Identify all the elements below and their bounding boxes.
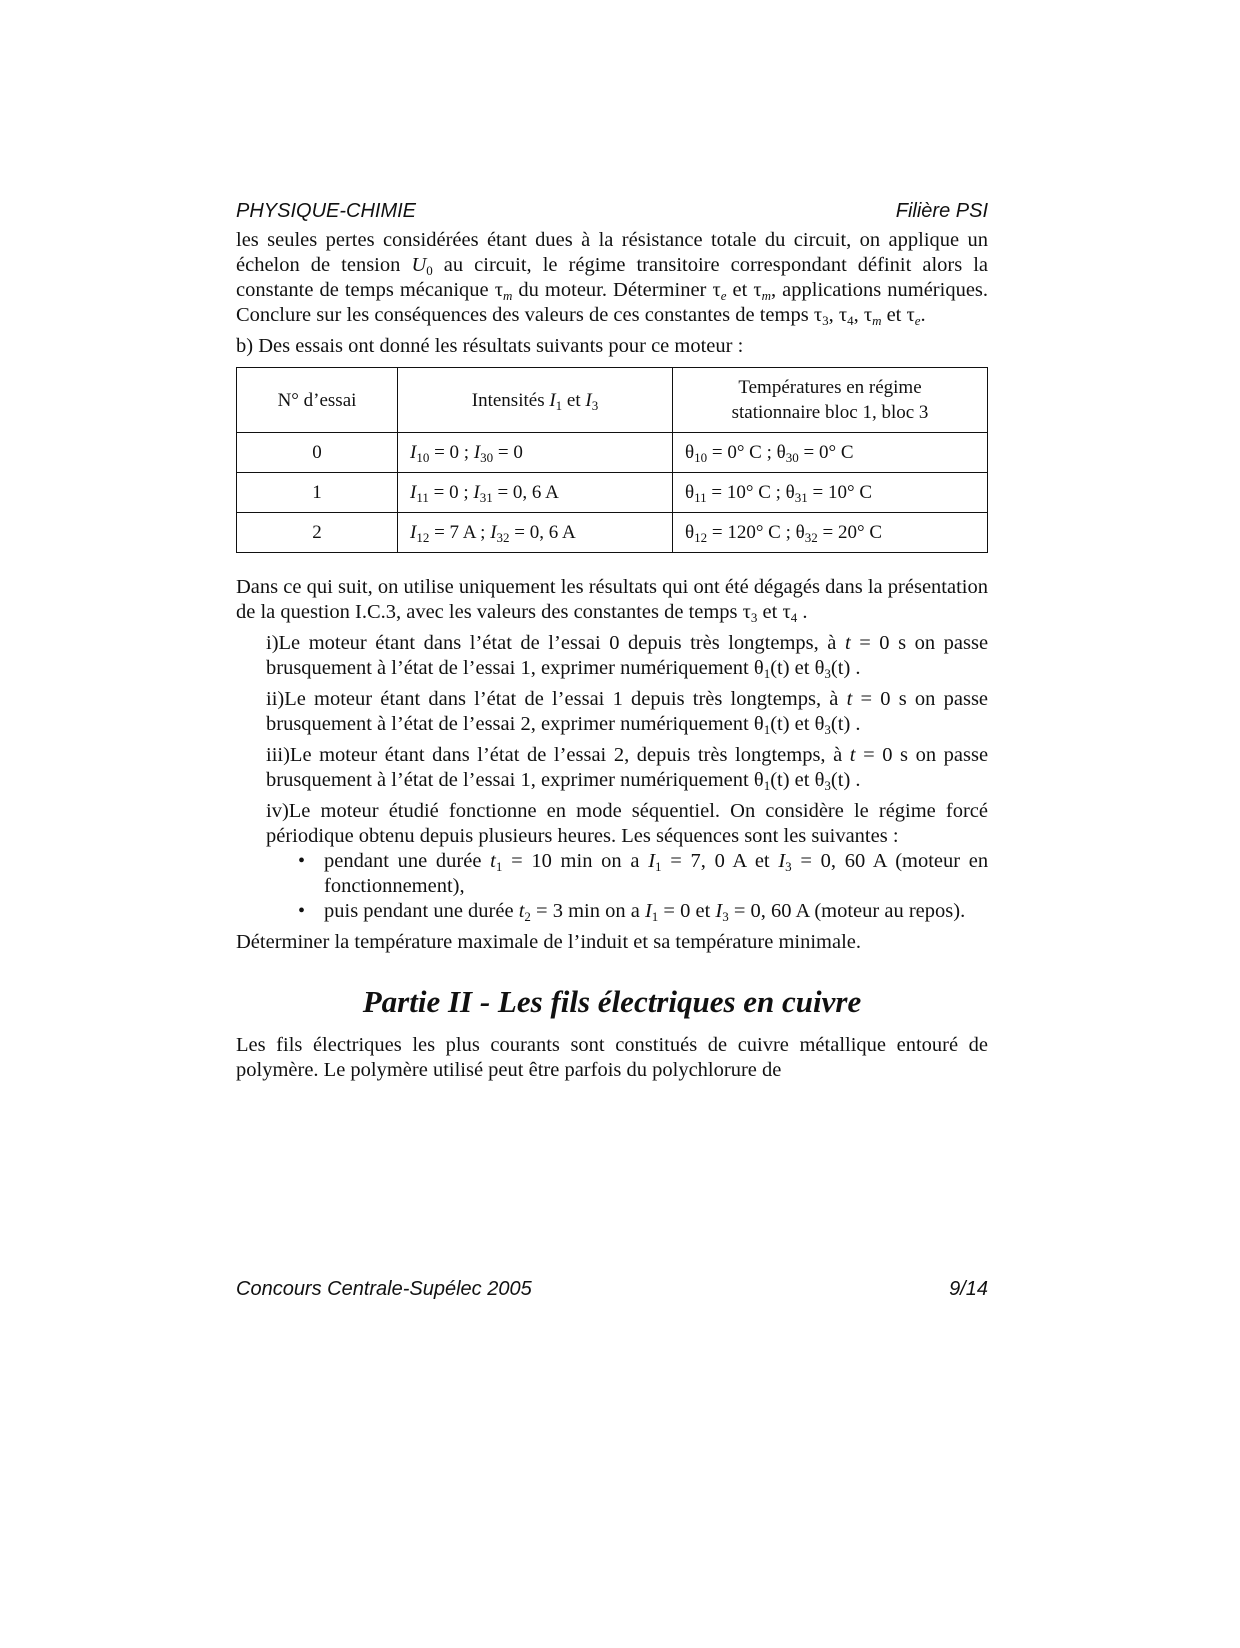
item-label: i) <box>266 632 279 654</box>
sub: 32 <box>496 530 510 545</box>
value: = 0, 6 A <box>497 482 559 503</box>
item-label: iv) <box>266 800 289 822</box>
item-text: depuis très longtemps, à <box>631 688 839 710</box>
sub: 4 <box>847 313 854 328</box>
value: = 10° C <box>711 482 771 503</box>
footer-exam: Concours Centrale-Supélec 2005 <box>236 1278 532 1300</box>
paragraph-2 <box>236 575 988 625</box>
intro-text-4: , applications numériques. Conclure sur les conséquences des valeurs de ces constantes de temps <box>236 279 989 326</box>
sub: 1 <box>655 859 662 874</box>
var-I: I <box>715 900 723 922</box>
table-header-row <box>237 368 988 433</box>
arg-t: (t) <box>830 769 851 791</box>
question-b: b) Des essais ont donné les résultats suivants pour ce moteur : <box>236 335 744 357</box>
cell-temperatures <box>673 513 988 553</box>
value: = 0, 60 A <box>733 900 810 922</box>
cell-temperatures <box>673 433 988 473</box>
page-header <box>236 200 988 228</box>
sub: m <box>872 313 882 328</box>
item-text: depuis très longtemps, à <box>628 632 837 654</box>
col-header-essai: N° d’essai <box>237 368 398 433</box>
tau: τ <box>863 304 873 326</box>
separator: ; <box>766 442 772 463</box>
cell-temperatures <box>673 473 988 513</box>
word-et: et <box>794 769 810 791</box>
header-line-2: stationnaire bloc 1, bloc 3 <box>731 402 929 423</box>
item-text: (moteur au repos). <box>814 900 966 922</box>
table-row <box>237 433 988 473</box>
tau: τ <box>494 279 503 301</box>
sub: 3 <box>824 778 831 793</box>
separator: ; <box>463 482 469 503</box>
theta: θ <box>685 442 695 463</box>
sub: 3 <box>722 909 729 924</box>
sequence-list <box>266 849 988 924</box>
tau: τ <box>712 279 721 301</box>
sub: 10 <box>694 450 708 465</box>
item-text: on a <box>605 900 640 922</box>
word-et: et <box>695 900 711 922</box>
separator: ; <box>480 522 486 543</box>
sub: m <box>761 288 771 303</box>
value: = 10° C <box>812 482 873 503</box>
separator: ; <box>463 442 470 463</box>
sub: 3 <box>785 859 792 874</box>
item-iv <box>236 799 988 924</box>
period: . <box>855 713 861 735</box>
value: = 7, 0 A <box>670 850 747 872</box>
item-text: Le moteur étant dans l’état de l’essai <box>289 744 607 766</box>
tau: τ <box>782 601 791 623</box>
sub: 1 <box>763 722 771 737</box>
essai-number: 1 <box>520 769 531 791</box>
period: . <box>855 657 861 679</box>
var-I: I <box>490 522 497 543</box>
value: = 20° C <box>822 522 882 543</box>
sub: 12 <box>694 530 708 545</box>
sub: 30 <box>480 450 494 465</box>
var-I: I <box>473 482 480 503</box>
arg-t: (t) <box>830 657 851 679</box>
item-text: on a <box>601 850 640 872</box>
sub: 0 <box>426 263 433 278</box>
var-I: I <box>410 442 417 463</box>
col-header-temperatures <box>673 368 988 433</box>
arg-t: (t) <box>770 657 790 679</box>
cell-essai: 2 <box>237 513 398 553</box>
intro-text-2: au circuit, le régime transitoire correspondant définit alors la constante de temps mécanique <box>236 254 989 301</box>
content <box>236 228 988 1083</box>
var-I: I <box>778 850 786 872</box>
sub: 3 <box>824 722 831 737</box>
theta: θ <box>814 657 825 679</box>
word-on: on <box>914 688 936 710</box>
theta: θ <box>795 522 805 543</box>
var-t: t <box>846 688 853 710</box>
var-t: t <box>849 744 856 766</box>
sub: 30 <box>785 450 799 465</box>
period: . <box>855 769 861 791</box>
item-text: , exprimer numériquement <box>530 713 749 735</box>
var-I: I <box>644 900 652 922</box>
sub: 31 <box>794 490 808 505</box>
item-text: , exprimer numériquement <box>530 657 749 679</box>
theta: θ <box>776 442 786 463</box>
sub: 3 <box>824 666 831 681</box>
intro-text-1: les seules pertes considérées étant dues à la résistance totale du circuit, on applique un échelon de tension <box>236 229 988 276</box>
item-text: Le moteur étudié fonctionne en mode séquentiel. On considère le régime forcé périodique obtenu depuis plusieurs heures. Les séquences sont les suivantes : <box>266 800 988 847</box>
essai-number: 1 <box>520 657 531 679</box>
sub: 1 <box>555 397 563 413</box>
section-title: Partie II - Les fils électriques en cuivre <box>362 984 862 1019</box>
cell-intensites <box>398 473 673 513</box>
page-number: 9/14 <box>949 1278 988 1300</box>
word-et: et <box>732 279 748 301</box>
sub: 10 <box>416 450 430 465</box>
var-I: I <box>473 442 481 463</box>
cell-essai: 0 <box>237 433 398 473</box>
separator: ; <box>775 482 781 503</box>
var-t: t <box>490 850 496 872</box>
sub: e <box>914 313 921 328</box>
theta: θ <box>685 522 695 543</box>
theta: θ <box>753 769 764 791</box>
separator: ; <box>785 522 791 543</box>
item-iii <box>236 743 988 793</box>
sub: 4 <box>790 610 798 625</box>
item-text: , exprimer numériquement <box>530 769 749 791</box>
item-text: puis pendant une durée <box>324 900 514 922</box>
item-label: iii) <box>266 744 290 766</box>
arg-t: (t) <box>770 713 790 735</box>
value: = 0 s <box>859 632 907 654</box>
item-text: (moteur en fonctionnement), <box>324 850 989 897</box>
page-footer <box>236 1278 988 1301</box>
word-et: et <box>794 657 810 679</box>
sub: 1 <box>495 859 503 874</box>
sub: 1 <box>763 666 771 681</box>
var-I: I <box>410 522 417 543</box>
value: = 0, 6 A <box>514 522 576 543</box>
theta: θ <box>753 713 764 735</box>
value: = 0 <box>434 442 460 463</box>
tau: τ <box>906 304 915 326</box>
var-I: I <box>585 389 592 411</box>
cell-intensites <box>398 513 673 553</box>
value: = 120° C <box>711 522 781 543</box>
value: = 10 min <box>511 850 593 872</box>
essai-number: 2 <box>613 744 625 766</box>
sub: 12 <box>416 530 430 545</box>
conclusion: Déterminer la température maximale de l’induit et sa température minimale. <box>236 931 861 953</box>
sub: 1 <box>651 909 659 924</box>
para2-text: Dans ce qui suit, on utilise uniquement les résultats qui ont été dégagés dans la présentation de la question I.C.3, avec les valeurs des constantes de temps <box>236 576 988 623</box>
tau: τ <box>838 304 848 326</box>
var-I: I <box>410 482 417 503</box>
comma: , <box>828 304 834 326</box>
header-track: Filière PSI <box>895 200 988 222</box>
value: = 0° C <box>711 442 762 463</box>
sub: 31 <box>479 490 493 505</box>
header-subject: PHYSIQUE-CHIMIE <box>236 200 417 222</box>
arg-t: (t) <box>770 769 790 791</box>
item-label: ii) <box>266 688 285 710</box>
item-text: Le moteur étant dans l’état de l’essai <box>284 688 605 710</box>
theta: θ <box>685 482 695 503</box>
value: = 0 <box>663 900 691 922</box>
table-row <box>237 473 988 513</box>
table-row <box>237 513 988 553</box>
essai-number: 0 <box>609 632 620 654</box>
value: = 0 s <box>863 744 908 766</box>
intro-paragraph <box>236 228 988 328</box>
sub: 3 <box>591 397 599 413</box>
theta: θ <box>814 713 825 735</box>
word-et: et <box>794 713 810 735</box>
value: = 0 s <box>860 688 907 710</box>
value: = 0° C <box>803 442 854 463</box>
arg-t: (t) <box>830 713 851 735</box>
value: = 0 <box>433 482 459 503</box>
header-text: Intensités <box>471 389 545 411</box>
item-iv-text <box>266 799 988 849</box>
sub: 1 <box>763 778 771 793</box>
theta: θ <box>785 482 795 503</box>
cell-intensites <box>398 433 673 473</box>
word-et: et <box>886 304 902 326</box>
var-I: I <box>648 850 656 872</box>
word-et: et <box>566 389 581 411</box>
cell-essai: 1 <box>237 473 398 513</box>
period: . <box>920 304 926 326</box>
item-text: , depuis très longtemps, à <box>624 744 843 766</box>
item-text: pendant une durée <box>324 850 482 872</box>
sub: 3 <box>750 610 758 625</box>
essai-number: 2 <box>520 713 531 735</box>
intro-text-3: du moteur. Déterminer <box>518 279 707 301</box>
value: = 0 <box>497 442 523 463</box>
item-text: passe brusquement à l’état de l’essai <box>266 632 989 679</box>
item-ii <box>236 687 988 737</box>
page <box>236 200 988 1083</box>
results-table <box>236 367 988 553</box>
value: = 3 min <box>536 900 600 922</box>
sub: e <box>720 288 727 303</box>
item-text: Le moteur étant dans l’état de l’essai <box>278 632 601 654</box>
tau: τ <box>753 279 762 301</box>
word-on: on <box>914 632 936 654</box>
sub: 11 <box>694 490 707 505</box>
value: = 0, 60 A <box>800 850 887 872</box>
item-i <box>236 631 988 681</box>
essai-number: 1 <box>612 688 623 710</box>
tau: τ <box>742 601 751 623</box>
list-item <box>324 849 988 899</box>
period: . <box>802 601 808 623</box>
sub: 2 <box>524 909 531 924</box>
value: = 7 A <box>434 522 476 543</box>
item-text: on passe brusquement à l’état de l’essai <box>266 744 989 791</box>
sub: 32 <box>804 530 818 545</box>
sub: 11 <box>416 490 429 505</box>
var-I: I <box>549 389 556 411</box>
list-item <box>324 899 988 924</box>
var-t: t <box>844 632 851 654</box>
tau: τ <box>813 304 823 326</box>
word-et: et <box>754 850 770 872</box>
theta: θ <box>753 657 764 679</box>
comma: , <box>853 304 859 326</box>
sub: m <box>502 288 513 303</box>
sub: 3 <box>822 313 829 328</box>
word-et: et <box>762 601 778 623</box>
item-text: passe brusquement à l’état de l’essai <box>266 688 989 735</box>
theta: θ <box>814 769 825 791</box>
header-line-1: Températures en régime <box>738 377 922 398</box>
var-t: t <box>518 900 525 922</box>
var-U: U <box>411 254 427 276</box>
section-intro: Les fils électriques les plus courants sont constitués de cuivre métallique entouré de polymère. Le polymère utilisé peut être parfois du polychlorure de <box>236 1034 988 1081</box>
col-header-intensites <box>398 368 673 433</box>
